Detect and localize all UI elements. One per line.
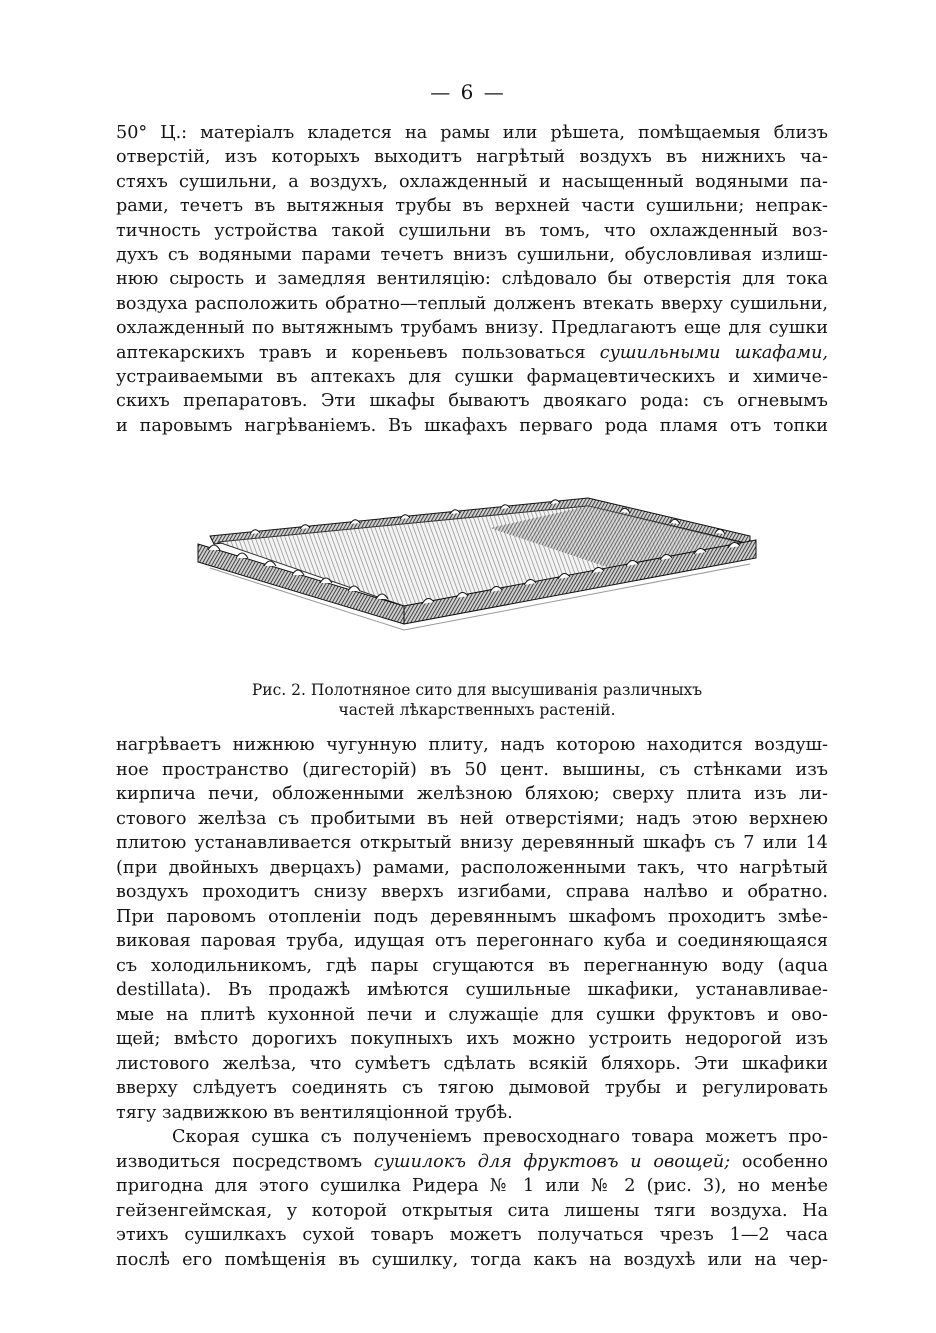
drying-sieve-illustration-icon bbox=[190, 488, 764, 636]
text-line: щей; вмѣсто дорогихъ покупныхъ ихъ можно устроить недорогой изъ bbox=[116, 1029, 828, 1049]
top-paragraph bbox=[116, 121, 828, 438]
text-line: ное пространство (дигесторій) въ 50 цент. вышины, съ стѣнками изъ bbox=[116, 759, 828, 780]
text-line: стяхъ сушильни, а воздухъ, охлажденный и насыщенный водяными па- bbox=[116, 171, 828, 192]
text-line: листового желѣза, что сумѣетъ сдѣлать всякій бляхорь. Эти шкафики bbox=[116, 1053, 828, 1074]
text-line-with-italic bbox=[116, 1150, 828, 1175]
text-line: и паровымъ нагрѣваніемъ. Въ шкафахъ перваго рода пламя отъ топки bbox=[116, 415, 828, 436]
text-line: охлажденный по вытяжнымъ трубамъ внизу. Предлагаютъ еще для сушки bbox=[116, 318, 828, 339]
text-line: нагрѣваетъ нижнюю чугунную плиту, надъ которою находится воздуш- bbox=[116, 735, 828, 755]
text-line: воздухъ проходитъ снизу вверхъ изгибами, справа налѣво и обратно. bbox=[116, 882, 828, 902]
text-line: духъ съ водяными парами течетъ внизъ сушильни, обусловливая излиш- bbox=[116, 244, 828, 265]
text-line: тичность устройства такой сушильни въ томъ, что охлажденный воз- bbox=[116, 220, 828, 241]
caption-line: Рис. 2. Полотняное сито для высушиванія различныхъ bbox=[251, 681, 703, 699]
text-line-with-italic bbox=[116, 341, 828, 365]
page-number: — 6 — bbox=[430, 80, 506, 104]
text-line: устраиваемыми въ аптекахъ для сушки фармацевтическихъ и химиче- bbox=[116, 366, 828, 387]
line-text: аптекарскихъ травъ и кореньевъ пользоваться bbox=[116, 342, 586, 363]
text-line: воздуха расположить обратно—теплый долженъ втекать вверху сушильни, bbox=[116, 293, 828, 314]
text-line: мые на плитѣ кухонной печи и служащіе для сушки фруктовъ и ово- bbox=[116, 1004, 828, 1025]
text-line: послѣ его помѣщенія въ сушилку, тогда какъ на воздухѣ или на чер- bbox=[116, 1249, 828, 1270]
text-line: пригодна для этого сушилка Ридера № 1 или № 2 (рис. 3), но менѣе bbox=[116, 1176, 828, 1196]
bottom-paragraph bbox=[116, 733, 828, 1272]
text-line: отверстій, изъ которыхъ выходитъ нагрѣтый воздухъ въ нижнихъ ча- bbox=[116, 147, 828, 168]
text-line: съ холодильникомъ, гдѣ пары сгущаются въ перегнанную воду (aqua bbox=[116, 955, 828, 976]
text-line: Скорая сушка съ полученіемъ превосходнаго товара можетъ про- bbox=[172, 1127, 828, 1147]
text-line: кирпича печи, обложенными желѣзною бляхою; сверху плита изъ ли- bbox=[116, 784, 828, 804]
text-line: (при двойныхъ дверцахъ) рамами, расположенными такъ, что нагрѣтый bbox=[116, 857, 828, 878]
text-line: тягу задвижкою въ вентиляціонной трубѣ. bbox=[116, 1102, 513, 1123]
italic-term: сушилокъ для фруктовъ и овощей; bbox=[373, 1151, 731, 1172]
line-text: изводиться посредствомъ bbox=[116, 1151, 363, 1172]
text-line: стового желѣза съ пробитыми въ ней отверстіями; надъ этою верхнею bbox=[116, 808, 828, 829]
text-line: рами, течетъ въ вытяжныя трубы въ верхней части сушильни; непрак- bbox=[116, 196, 828, 217]
text-line: 50° Ц.: матеріалъ кладется на рамы или рѣшета, помѣщаемыя близъ bbox=[116, 123, 828, 143]
text-line: вверху слѣдуетъ соединять съ тягою дымовой трубы и регулировать bbox=[116, 1078, 828, 1098]
text-line: скихъ препаратовъ. Эти шкафы бываютъ двоякаго рода: съ огневымъ bbox=[116, 391, 828, 412]
text-line: гейзенгеймская, у которой открытыя сита лишены тяги воздуха. На bbox=[116, 1200, 828, 1221]
text-line: плитою устанавливается открытый внизу деревянный шкафъ съ 7 или 14 bbox=[116, 833, 828, 853]
text-line: нюю сырость и замедляя вентиляцію: слѣдовало бы отверстія для тока bbox=[116, 269, 828, 290]
text-line: При паровомъ отопленіи подъ деревяннымъ шкафомъ проходитъ змѣе- bbox=[116, 906, 828, 927]
text-line: виковая паровая труба, идущая отъ перегоннаго куба и соединяющаяся bbox=[116, 931, 828, 951]
caption-line: частей лѣкарственныхъ растеній. bbox=[338, 701, 616, 719]
text-line: этихъ сушилкахъ сухой товаръ можетъ получаться чрезъ 1—2 часа bbox=[116, 1225, 828, 1245]
italic-term: сушильными шкафами, bbox=[599, 342, 828, 363]
figure-caption bbox=[190, 680, 764, 720]
line-text: особенно bbox=[741, 1151, 828, 1172]
text-line: destillata). Въ продажѣ имѣются сушильные шкафики, устанавливае- bbox=[116, 980, 828, 1000]
